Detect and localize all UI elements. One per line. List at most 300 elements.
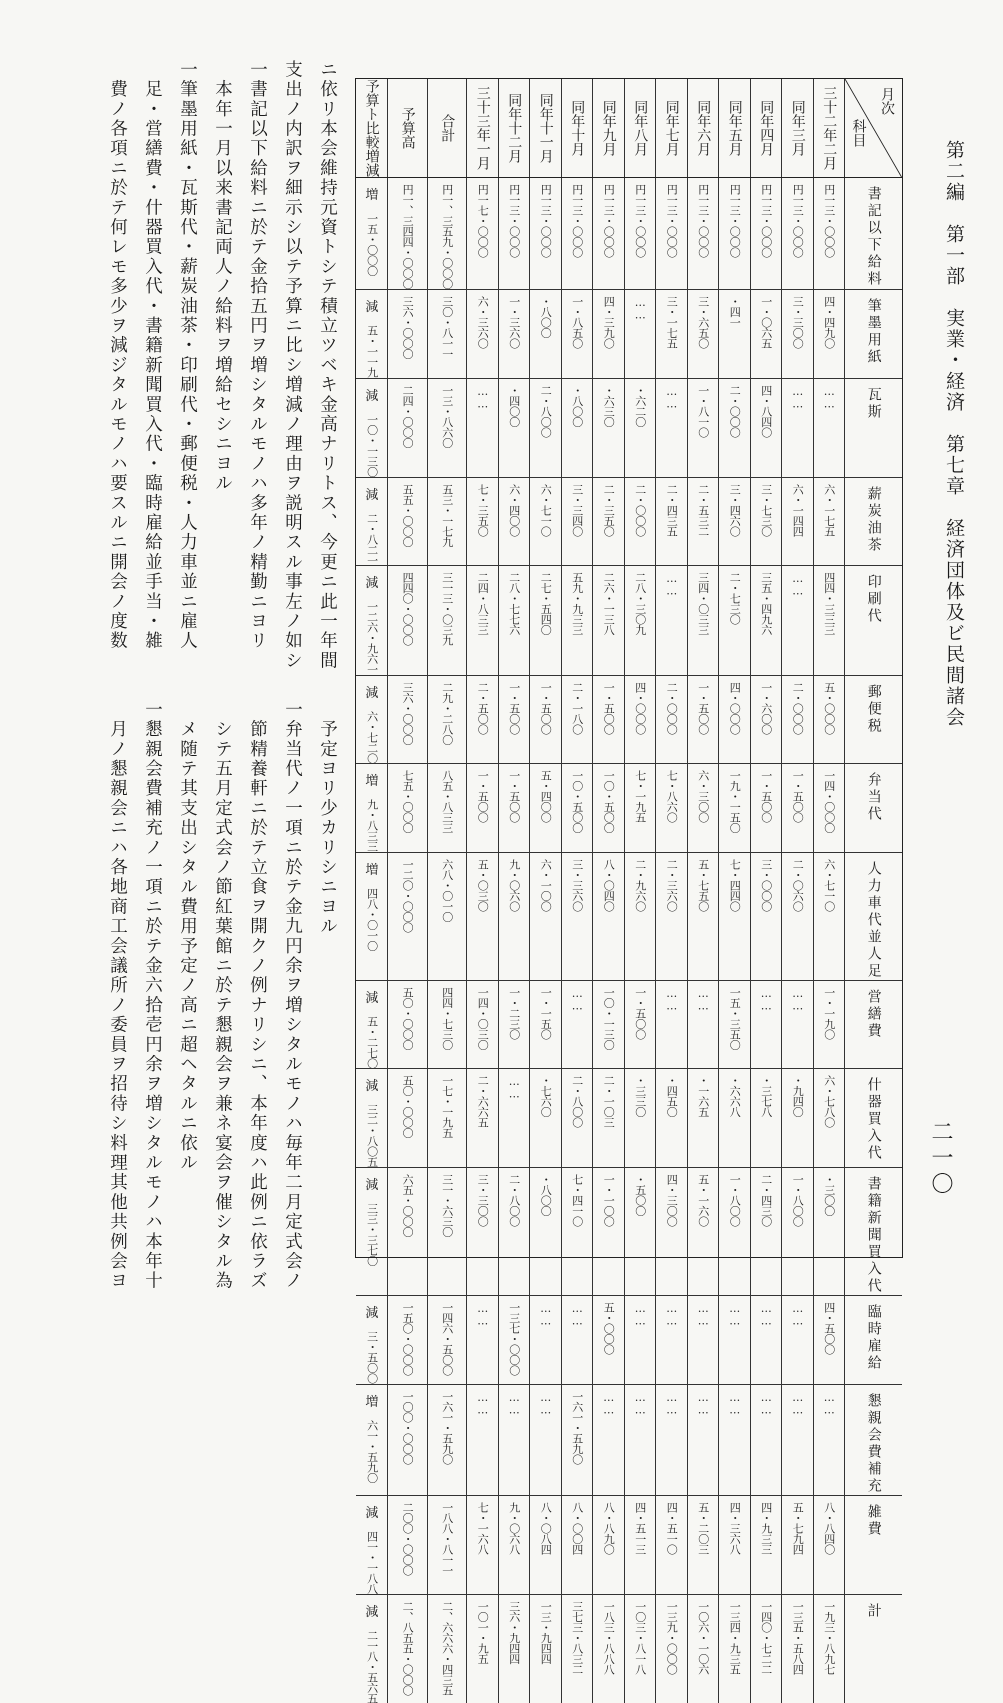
table-cell [813, 1069, 845, 1167]
cell-value: 四・五一三 [635, 1502, 646, 1555]
table-cell [813, 981, 845, 1069]
table-cell [718, 981, 750, 1069]
corner-label-subject: 科目 [851, 119, 865, 147]
table-cell [718, 1385, 750, 1495]
cell-value: 一・八五〇 [572, 296, 583, 349]
cell-value: 二・五〇〇 [477, 682, 488, 735]
table-cell [592, 1595, 624, 1703]
cell-value: 一・六〇〇 [761, 682, 772, 735]
cell-value: 一〇三・八一八 [635, 1601, 646, 1675]
cell-value: 二・三五〇 [603, 484, 614, 537]
cell-value: 一・三六〇 [509, 296, 520, 349]
table-cell [781, 1296, 813, 1384]
cell-value: 五〇・〇〇〇 [402, 1075, 413, 1138]
column-header [750, 79, 782, 177]
difference-value: 三・五〇〇 [364, 1331, 380, 1384]
table-cell [781, 1496, 813, 1594]
body-text-column: シテ五月定式会ノ節紅葉館ニ於テ懇親会ヲ兼ネ宴会ヲ催シタル為 [213, 700, 231, 1291]
table-cell [624, 981, 656, 1069]
cell-value: 三一・六三〇 [442, 1174, 453, 1237]
cell-value: 一・五〇〇 [698, 682, 709, 735]
table-body [356, 178, 902, 1703]
table-row [356, 1069, 902, 1168]
comparison-cell [356, 1595, 387, 1703]
column-header [718, 79, 750, 177]
table-row [356, 1496, 902, 1595]
table-cell [655, 290, 687, 378]
table-cell [750, 1496, 782, 1594]
table-cell [529, 1296, 561, 1384]
difference-value: 九・八三三 [364, 799, 380, 852]
table-cell [427, 1296, 467, 1384]
cell-value: 一八八・八一一 [442, 1502, 453, 1576]
table-cell [781, 1385, 813, 1495]
row-category-label: 雑費 [867, 1504, 881, 1538]
cell-value: …… [698, 1391, 709, 1416]
difference-value: 三二・八〇五 [364, 1104, 380, 1167]
cell-value: 円一三・〇〇〇 [729, 184, 740, 258]
table-cell [561, 1168, 593, 1295]
cell-value: 三一三・〇三九 [442, 572, 453, 646]
difference-value: 二一八・五六五 [364, 1630, 380, 1703]
cell-value: 円一三・〇〇〇 [792, 184, 803, 258]
row-category [844, 379, 902, 477]
table-cell [592, 1385, 624, 1495]
table-cell [781, 478, 813, 566]
column-header-label: 同年九月 [602, 100, 616, 156]
cell-value: …… [540, 1302, 551, 1327]
table-cell [498, 853, 530, 980]
table-row [356, 853, 902, 981]
table-cell [498, 478, 530, 566]
table-cell [561, 478, 593, 566]
cell-value: ・四五〇 [666, 1075, 677, 1117]
table-cell [498, 178, 530, 289]
cell-value: ・三三〇 [635, 1075, 646, 1117]
difference-value: 一二六・九六一 [364, 601, 380, 675]
cell-value: 一六一・五九〇 [442, 1391, 453, 1465]
cell-value: 一四・〇〇〇 [824, 770, 835, 833]
cell-value: 五・一六〇 [698, 1174, 709, 1227]
table-cell [387, 1069, 427, 1167]
table-cell [387, 853, 427, 980]
cell-value: 一〇・五〇〇 [572, 770, 583, 833]
increase-decrease-flag: 減 [365, 296, 378, 315]
body-text-column: 節精養軒ニ於テ立食ヲ開クノ例ナリシニ、本年度ハ此例ニ依ラズ [248, 700, 266, 1291]
table-cell [750, 1069, 782, 1167]
cell-value: 一五・三五〇 [729, 987, 740, 1050]
cell-value: 二九・二八〇 [442, 682, 453, 745]
table-cell [687, 981, 719, 1069]
table-cell [498, 1168, 530, 1295]
cell-value: 一三五・五八四 [792, 1601, 803, 1675]
table-cell [387, 1595, 427, 1703]
cell-value: 三・七三〇 [761, 484, 772, 537]
column-header [529, 79, 561, 177]
column-header [427, 79, 467, 177]
table-cell [592, 290, 624, 378]
cell-value: 六・四〇〇 [509, 484, 520, 537]
row-category-label: 懇親会費補充 [867, 1393, 881, 1495]
table-cell [655, 566, 687, 675]
table-cell [387, 1296, 427, 1384]
table-cell [813, 379, 845, 477]
cell-value: …… [698, 1302, 709, 1327]
cell-value: 二・〇〇〇 [729, 385, 740, 438]
table-row [356, 290, 902, 379]
column-header [781, 79, 813, 177]
cell-value: 一・八〇〇 [729, 1174, 740, 1227]
table-cell [387, 566, 427, 675]
cell-value: …… [729, 1391, 740, 1416]
cell-value: …… [761, 987, 772, 1012]
cell-value: ・五〇〇 [635, 1174, 646, 1216]
comparison-cell [356, 290, 387, 378]
cell-value: 七五・〇〇〇 [402, 770, 413, 833]
table-cell [781, 764, 813, 852]
cell-value: 六・三〇〇 [698, 770, 709, 823]
cell-value: 四・五〇〇 [824, 1302, 835, 1355]
table-cell [466, 478, 498, 566]
table-cell [427, 478, 467, 566]
table-cell [687, 853, 719, 980]
cell-value: 六・三六〇 [477, 296, 488, 349]
difference-value: 二・八二一 [364, 513, 380, 566]
cell-value: …… [824, 385, 835, 410]
column-header [687, 79, 719, 177]
cell-value: …… [666, 572, 677, 597]
table-cell [687, 1069, 719, 1167]
cell-value: 一・一〇〇 [603, 1174, 614, 1227]
increase-decrease-flag: 減 [365, 1302, 378, 1321]
column-header-label: 同年八月 [633, 100, 647, 156]
table-cell [387, 981, 427, 1069]
cell-value: 三・三四〇 [572, 484, 583, 537]
cell-value: 九・〇六八 [509, 1502, 520, 1555]
cell-value: 四・八四〇 [761, 385, 772, 438]
row-category-label: 薪炭油茶 [867, 486, 881, 554]
cell-value: 二、八五五・〇〇〇 [402, 1601, 413, 1696]
cell-value: 一・一五〇 [540, 987, 551, 1040]
cell-value: …… [824, 1391, 835, 1416]
cell-value: 一・二三〇 [509, 987, 520, 1040]
body-text-column: 費ノ各項ニ於テ何レモ多少ヲ減ジタルモノハ要スルニ開会ノ度数 [108, 60, 126, 651]
table-cell [387, 1496, 427, 1594]
table-cell [687, 566, 719, 675]
table-cell [813, 566, 845, 675]
increase-decrease-flag: 減 [365, 385, 378, 404]
cell-value: 六・七一〇 [540, 484, 551, 537]
table-cell [781, 1168, 813, 1295]
cell-value: 一六一・五九〇 [572, 1391, 583, 1465]
table-cell [498, 1595, 530, 1703]
row-category [844, 1069, 902, 1167]
cell-value: ・六二〇 [635, 385, 646, 427]
table-cell [718, 379, 750, 477]
column-header [592, 79, 624, 177]
table-cell [718, 178, 750, 289]
cell-value: 二・一八〇 [572, 682, 583, 735]
cell-value: ・九四〇 [792, 1075, 803, 1117]
difference-value: 三三・三七〇 [364, 1203, 380, 1266]
cell-value: 三・〇〇〇 [761, 859, 772, 912]
expense-table [355, 78, 903, 1258]
difference-value: 一五・〇〇〇 [364, 213, 380, 276]
cell-value: 円一三・〇〇〇 [666, 184, 677, 258]
cell-value: …… [477, 1302, 488, 1327]
cell-value: …… [477, 385, 488, 410]
increase-decrease-flag: 減 [365, 572, 378, 591]
table-cell [427, 853, 467, 980]
cell-value: …… [509, 1075, 520, 1100]
table-cell [592, 764, 624, 852]
cell-value: 二四・八三三 [477, 572, 488, 635]
cell-value: 九・〇六〇 [509, 859, 520, 912]
table-row [356, 379, 902, 478]
cell-value: …… [792, 572, 803, 597]
increase-decrease-flag: 減 [365, 1174, 378, 1193]
comparison-cell [356, 853, 387, 980]
cell-value: …… [698, 987, 709, 1012]
table-cell [750, 1385, 782, 1495]
cell-value: 五・〇〇〇 [603, 1302, 614, 1355]
table-cell [529, 1595, 561, 1703]
row-category [844, 981, 902, 1069]
cell-value: 三・三六〇 [572, 859, 583, 912]
table-cell [529, 178, 561, 289]
cell-value: 二・〇〇〇 [792, 682, 803, 735]
cell-value: 二四・〇〇〇 [402, 385, 413, 448]
cell-value: 一三・九四四 [540, 1601, 551, 1664]
column-header [466, 79, 498, 177]
table-cell [466, 290, 498, 378]
row-category-label: 郵便税 [867, 684, 881, 735]
cell-value: 五〇・〇〇〇 [402, 987, 413, 1050]
row-category [844, 566, 902, 675]
table-cell [561, 1069, 593, 1167]
comparison-cell [356, 764, 387, 852]
cell-value: …… [635, 1391, 646, 1416]
table-cell [718, 1168, 750, 1295]
row-category [844, 1168, 902, 1295]
cell-value: 一三四・九三五 [729, 1601, 740, 1675]
table-cell [781, 379, 813, 477]
table-cell [655, 1168, 687, 1295]
cell-value: 円一、三四四・〇〇〇 [402, 184, 413, 289]
table-cell [655, 676, 687, 764]
cell-value: …… [572, 1302, 583, 1327]
cell-value: 一〇〇・〇〇〇 [402, 1391, 413, 1465]
cell-value: 一〇一・九五 [477, 1601, 488, 1664]
table-cell [498, 1496, 530, 1594]
table-cell [750, 178, 782, 289]
table-cell [655, 764, 687, 852]
row-category [844, 1296, 902, 1384]
table-cell [592, 1168, 624, 1295]
table-row [356, 1385, 902, 1496]
table-cell [687, 764, 719, 852]
table-cell [498, 290, 530, 378]
table-cell [466, 1296, 498, 1384]
cell-value: 四・三九〇 [603, 296, 614, 349]
table-cell [466, 1595, 498, 1703]
cell-value: 七・三五〇 [477, 484, 488, 537]
table-cell [427, 178, 467, 289]
table-cell [813, 178, 845, 289]
cell-value: 四四〇・〇〇〇 [402, 572, 413, 646]
cell-value: …… [603, 1391, 614, 1416]
cell-value: 一五〇・〇〇〇 [402, 1302, 413, 1376]
table-cell [687, 379, 719, 477]
table-cell [387, 676, 427, 764]
column-header [624, 79, 656, 177]
body-text-column: 支出ノ内訳ヲ細示シ以テ予算ニ比シ増減ノ理由ヲ説明スル事左ノ如シ [283, 60, 301, 671]
row-category-label: 臨時雇給 [867, 1304, 881, 1372]
table-cell [781, 178, 813, 289]
cell-value: 五九・九三三 [572, 572, 583, 635]
cell-value: 一・五〇〇 [761, 770, 772, 823]
increase-decrease-flag: 減 [365, 1502, 378, 1521]
cell-value: 五三・一七九 [442, 484, 453, 547]
table-cell [750, 1168, 782, 1295]
body-text-column: 一弁当代ノ一項ニ於テ金九円余ヲ増シタルモノハ毎年二月定式会ノ [283, 700, 301, 1291]
difference-value: 五・二七〇 [364, 1016, 380, 1069]
column-header-label: 予算ト比較増減 [365, 79, 379, 177]
cell-value: 六・一七五 [824, 484, 835, 537]
cell-value: 五・〇〇〇 [824, 682, 835, 735]
cell-value: 三六・九四四 [509, 1601, 520, 1664]
cell-value: 八・〇〇四 [572, 1502, 583, 1555]
table-cell [466, 1496, 498, 1594]
table-cell [427, 1595, 467, 1703]
cell-value: 一二〇・〇〇〇 [402, 859, 413, 933]
table-cell [655, 1385, 687, 1495]
table-cell [466, 676, 498, 764]
cell-value: …… [540, 1391, 551, 1416]
table-cell [655, 178, 687, 289]
row-category-label: 什器買入代 [867, 1077, 881, 1162]
table-cell [655, 1296, 687, 1384]
cell-value: 三五・四九六 [761, 572, 772, 635]
body-text-column: 本年一月以来書記両人ノ給料ヲ増給セシニヨル [213, 60, 231, 493]
table-cell [427, 764, 467, 852]
table-cell [561, 1496, 593, 1594]
table-row [356, 566, 902, 676]
cell-value: 一九・一五〇 [729, 770, 740, 833]
cell-value: 四・〇〇〇 [729, 682, 740, 735]
cell-value: 円一三・〇〇〇 [509, 184, 520, 258]
cell-value: 二・〇〇〇 [666, 682, 677, 735]
cell-value: 四・四九〇 [824, 296, 835, 349]
cell-value: 一九三・八九七 [824, 1601, 835, 1675]
row-category-label: 印刷代 [867, 574, 881, 625]
cell-value: 二・三六〇 [666, 859, 677, 912]
row-category [844, 1496, 902, 1594]
difference-value: 四八・〇一〇 [364, 888, 380, 951]
table-cell [427, 1496, 467, 1594]
cell-value: 五・〇三〇 [477, 859, 488, 912]
table-cell [466, 764, 498, 852]
cell-value: 円一三・〇〇〇 [698, 184, 709, 258]
table-cell [750, 478, 782, 566]
cell-value: 一〇六・一〇六 [698, 1601, 709, 1675]
table-cell [529, 478, 561, 566]
column-header-label: 同年十月 [570, 100, 584, 156]
table-cell [624, 676, 656, 764]
row-category [844, 178, 902, 289]
table-cell [466, 379, 498, 477]
table-cell [624, 1168, 656, 1295]
table-cell [498, 764, 530, 852]
cell-value: 三・三〇〇 [792, 296, 803, 349]
table-cell [750, 764, 782, 852]
table-cell [427, 566, 467, 675]
increase-decrease-flag: 減 [365, 1601, 378, 1620]
table-cell [750, 1595, 782, 1703]
table-cell [561, 676, 593, 764]
table-cell [624, 764, 656, 852]
table-cell [387, 1168, 427, 1295]
table-cell [813, 764, 845, 852]
running-header: 第二編 第一部 実業・経済 第七章 経済団体及ビ民間諸会 [944, 140, 963, 728]
table-cell [529, 1168, 561, 1295]
cell-value: 三・一七五 [666, 296, 677, 349]
row-category-label: 書記以下給料 [867, 186, 881, 288]
cell-value: 六八・〇一〇 [442, 859, 453, 922]
table-cell [592, 676, 624, 764]
cell-value: ・一六五 [698, 1075, 709, 1117]
comparison-cell [356, 379, 387, 477]
table-cell [624, 478, 656, 566]
table-cell [624, 1385, 656, 1495]
cell-value: 三六・〇〇〇 [402, 296, 413, 359]
cell-value: 四・〇〇〇 [635, 682, 646, 735]
table-cell [718, 290, 750, 378]
cell-value: 円一、三五九・〇〇〇 [442, 184, 453, 289]
cell-value: 二・〇〇〇 [635, 484, 646, 537]
cell-value: 二七・五四〇 [540, 572, 551, 635]
row-category [844, 290, 902, 378]
comparison-cell [356, 178, 387, 289]
cell-value: 六・一〇〇 [540, 859, 551, 912]
row-category [844, 676, 902, 764]
table-cell [427, 981, 467, 1069]
table-cell [718, 1069, 750, 1167]
table-cell [781, 290, 813, 378]
column-header [356, 79, 387, 177]
table-cell [655, 1595, 687, 1703]
table-cell [427, 1069, 467, 1167]
cell-value: 四・三〇〇 [666, 1174, 677, 1227]
comparison-cell [356, 676, 387, 764]
cell-value: 三・四六〇 [729, 484, 740, 537]
cell-value: 五・四〇〇 [540, 770, 551, 823]
column-header-label: 同年十二月 [507, 93, 521, 163]
increase-decrease-flag: 減 [365, 484, 378, 503]
table-cell [813, 1385, 845, 1495]
row-category-label: 営繕費 [867, 989, 881, 1040]
row-category-label: 筆墨用紙 [867, 298, 881, 366]
cell-value: 二・六六五 [477, 1075, 488, 1128]
table-cell [655, 1496, 687, 1594]
cell-value: 五五・〇〇〇 [402, 484, 413, 547]
cell-value: …… [761, 1391, 772, 1416]
comparison-cell [356, 566, 387, 675]
table-cell [750, 853, 782, 980]
table-cell [687, 1595, 719, 1703]
comparison-cell [356, 1168, 387, 1295]
cell-value: 二〇〇・〇〇〇 [402, 1502, 413, 1576]
